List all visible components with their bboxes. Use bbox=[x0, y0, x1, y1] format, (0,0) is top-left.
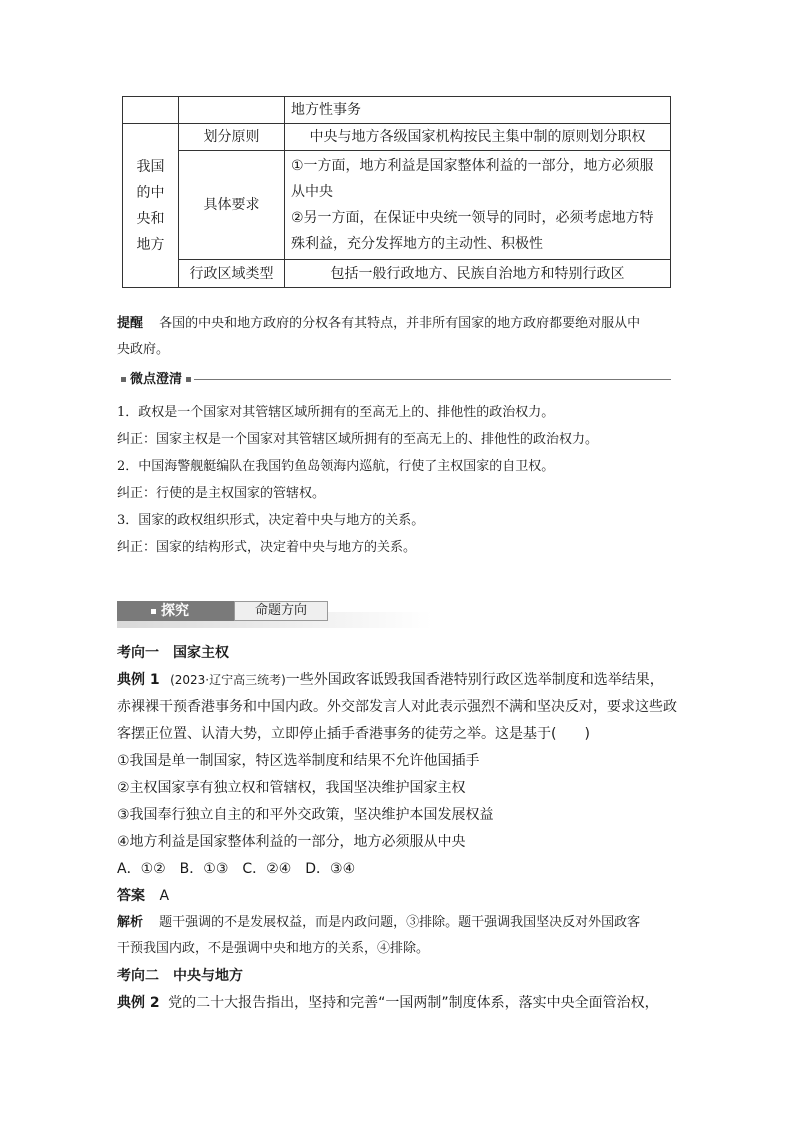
tip-line-1 bbox=[117, 314, 640, 334]
clarify-title: 微点澄清 bbox=[130, 372, 183, 387]
square-bullet-icon bbox=[121, 377, 126, 382]
tip-label: 提醒 bbox=[117, 316, 144, 331]
answer-label: 答案 bbox=[117, 888, 145, 904]
clarify-correction-2: 纠正：行使的是主权国家的管辖权。 bbox=[117, 486, 326, 501]
square-bullet-icon bbox=[186, 377, 191, 382]
clarify-item-1: 1．政权是一个国家对其管辖区域所拥有的至高无上的、排他性的政治权力。 bbox=[117, 405, 555, 420]
answer-value: A bbox=[159, 888, 170, 904]
table-cell-top-right: 地方性事务 bbox=[285, 97, 671, 124]
requirement-1: ①一方面，地方利益是国家整体利益的一部分，地方必须服从中央 bbox=[291, 158, 654, 200]
banner-direction: 命题方向 bbox=[234, 601, 328, 621]
clarify-correction-1: 纠正：国家主权是一个国家对其管辖区域所拥有的至高无上的、排他性的政治权力。 bbox=[117, 432, 599, 447]
table-row bbox=[123, 124, 671, 151]
table-label-requirements: 具体要求 bbox=[179, 151, 285, 260]
clarify-correction-3: 纠正：国家的结构形式，决定着中央与地方的关系。 bbox=[117, 540, 417, 555]
table-row bbox=[123, 97, 671, 124]
table-row bbox=[123, 260, 671, 288]
answer-line bbox=[117, 886, 169, 906]
table-content-requirements bbox=[285, 151, 671, 260]
choices-line: A．①② B．①③ C．②④ D．③④ bbox=[117, 861, 356, 877]
example-1-line-2: 赤裸裸干预香港事务和中国内政。外交部发言人对此表示强烈不满和坚决反对，要求这些政 bbox=[117, 699, 677, 715]
row-header-text: 我国的中央和地方 bbox=[136, 158, 165, 253]
banner-explore-label: 探究 bbox=[161, 603, 189, 619]
table-label-principle: 划分原则 bbox=[179, 124, 285, 151]
table-row bbox=[123, 151, 671, 260]
example-2-text-1: 党的二十大报告指出，坚持和完善“一国两制”制度体系，落实中央全面管治权， bbox=[168, 995, 659, 1011]
option-2: ②主权国家享有独立权和管辖权，我国坚决维护国家主权 bbox=[117, 780, 466, 796]
option-3: ③我国奉行独立自主的和平外交政策，坚决维护本国发展权益 bbox=[117, 807, 494, 823]
option-4: ④地方利益是国家整体利益的一部分，地方必须服从中央 bbox=[117, 834, 466, 850]
example-2-label: 典例 2 bbox=[117, 995, 160, 1011]
clarify-item-2: 2．中国海警舰艇编队在我国钓鱼岛领海内巡航，行使了主权国家的自卫权。 bbox=[117, 459, 555, 474]
square-bullet-icon bbox=[151, 609, 156, 614]
direction-1-heading: 考向一 国家主权 bbox=[117, 645, 229, 661]
example-1-label: 典例 1 bbox=[117, 672, 160, 688]
option-1: ①我国是单一制国家，特区选举制度和结果不允许他国插手 bbox=[117, 753, 480, 769]
requirement-2: ②另一方面，在保证中央统一领导的同时，必须考虑地方特殊利益，充分发挥地方的主动性、积极性 bbox=[291, 210, 654, 252]
banner-explore bbox=[117, 601, 234, 621]
clarify-item-3: 3．国家的政权组织形式，决定着中央与地方的关系。 bbox=[117, 513, 425, 528]
knowledge-table bbox=[122, 96, 671, 288]
analysis-line-2: 干预我国内政，不是强调中央和地方的关系，④排除。 bbox=[117, 941, 430, 956]
clarify-divider bbox=[194, 379, 671, 380]
tip-line-2: 央政府。 bbox=[117, 342, 170, 357]
analysis-text-1: 题干强调的不是发展权益，而是内政问题，③排除。题干强调我国坚决反对外国政客 bbox=[159, 915, 641, 930]
direction-2-heading: 考向二 中央与地方 bbox=[117, 968, 243, 984]
example-1-source: (2023·辽宁高三统考) bbox=[170, 673, 286, 687]
table-row-header bbox=[123, 124, 179, 288]
table-cell-empty bbox=[123, 97, 179, 124]
table-content-region-types: 包括一般行政地方、民族自治地方和特别行政区 bbox=[285, 260, 671, 288]
table-label-region-types: 行政区域类型 bbox=[179, 260, 285, 288]
clarify-heading bbox=[117, 372, 195, 388]
example-1-line-1 bbox=[117, 670, 664, 690]
table-cell-empty bbox=[179, 97, 285, 124]
example-1-line-3: 客摆正位置、认清大势，立即停止插手香港事务的徒劳之举。这是基于( ) bbox=[117, 726, 590, 742]
tip-text-1: 各国的中央和地方政府的分权各有其特点，并非所有国家的地方政府都要绝对服从中 bbox=[159, 316, 641, 331]
example-1-text-1: 一些外国政客诋毁我国香港特别行政区选举制度和选举结果， bbox=[285, 672, 664, 688]
analysis-label: 解析 bbox=[117, 915, 144, 930]
table-content-principle: 中央与地方各级国家机构按民主集中制的原则划分职权 bbox=[285, 124, 671, 151]
example-2-line-1 bbox=[117, 993, 659, 1013]
analysis-line-1 bbox=[117, 913, 640, 933]
